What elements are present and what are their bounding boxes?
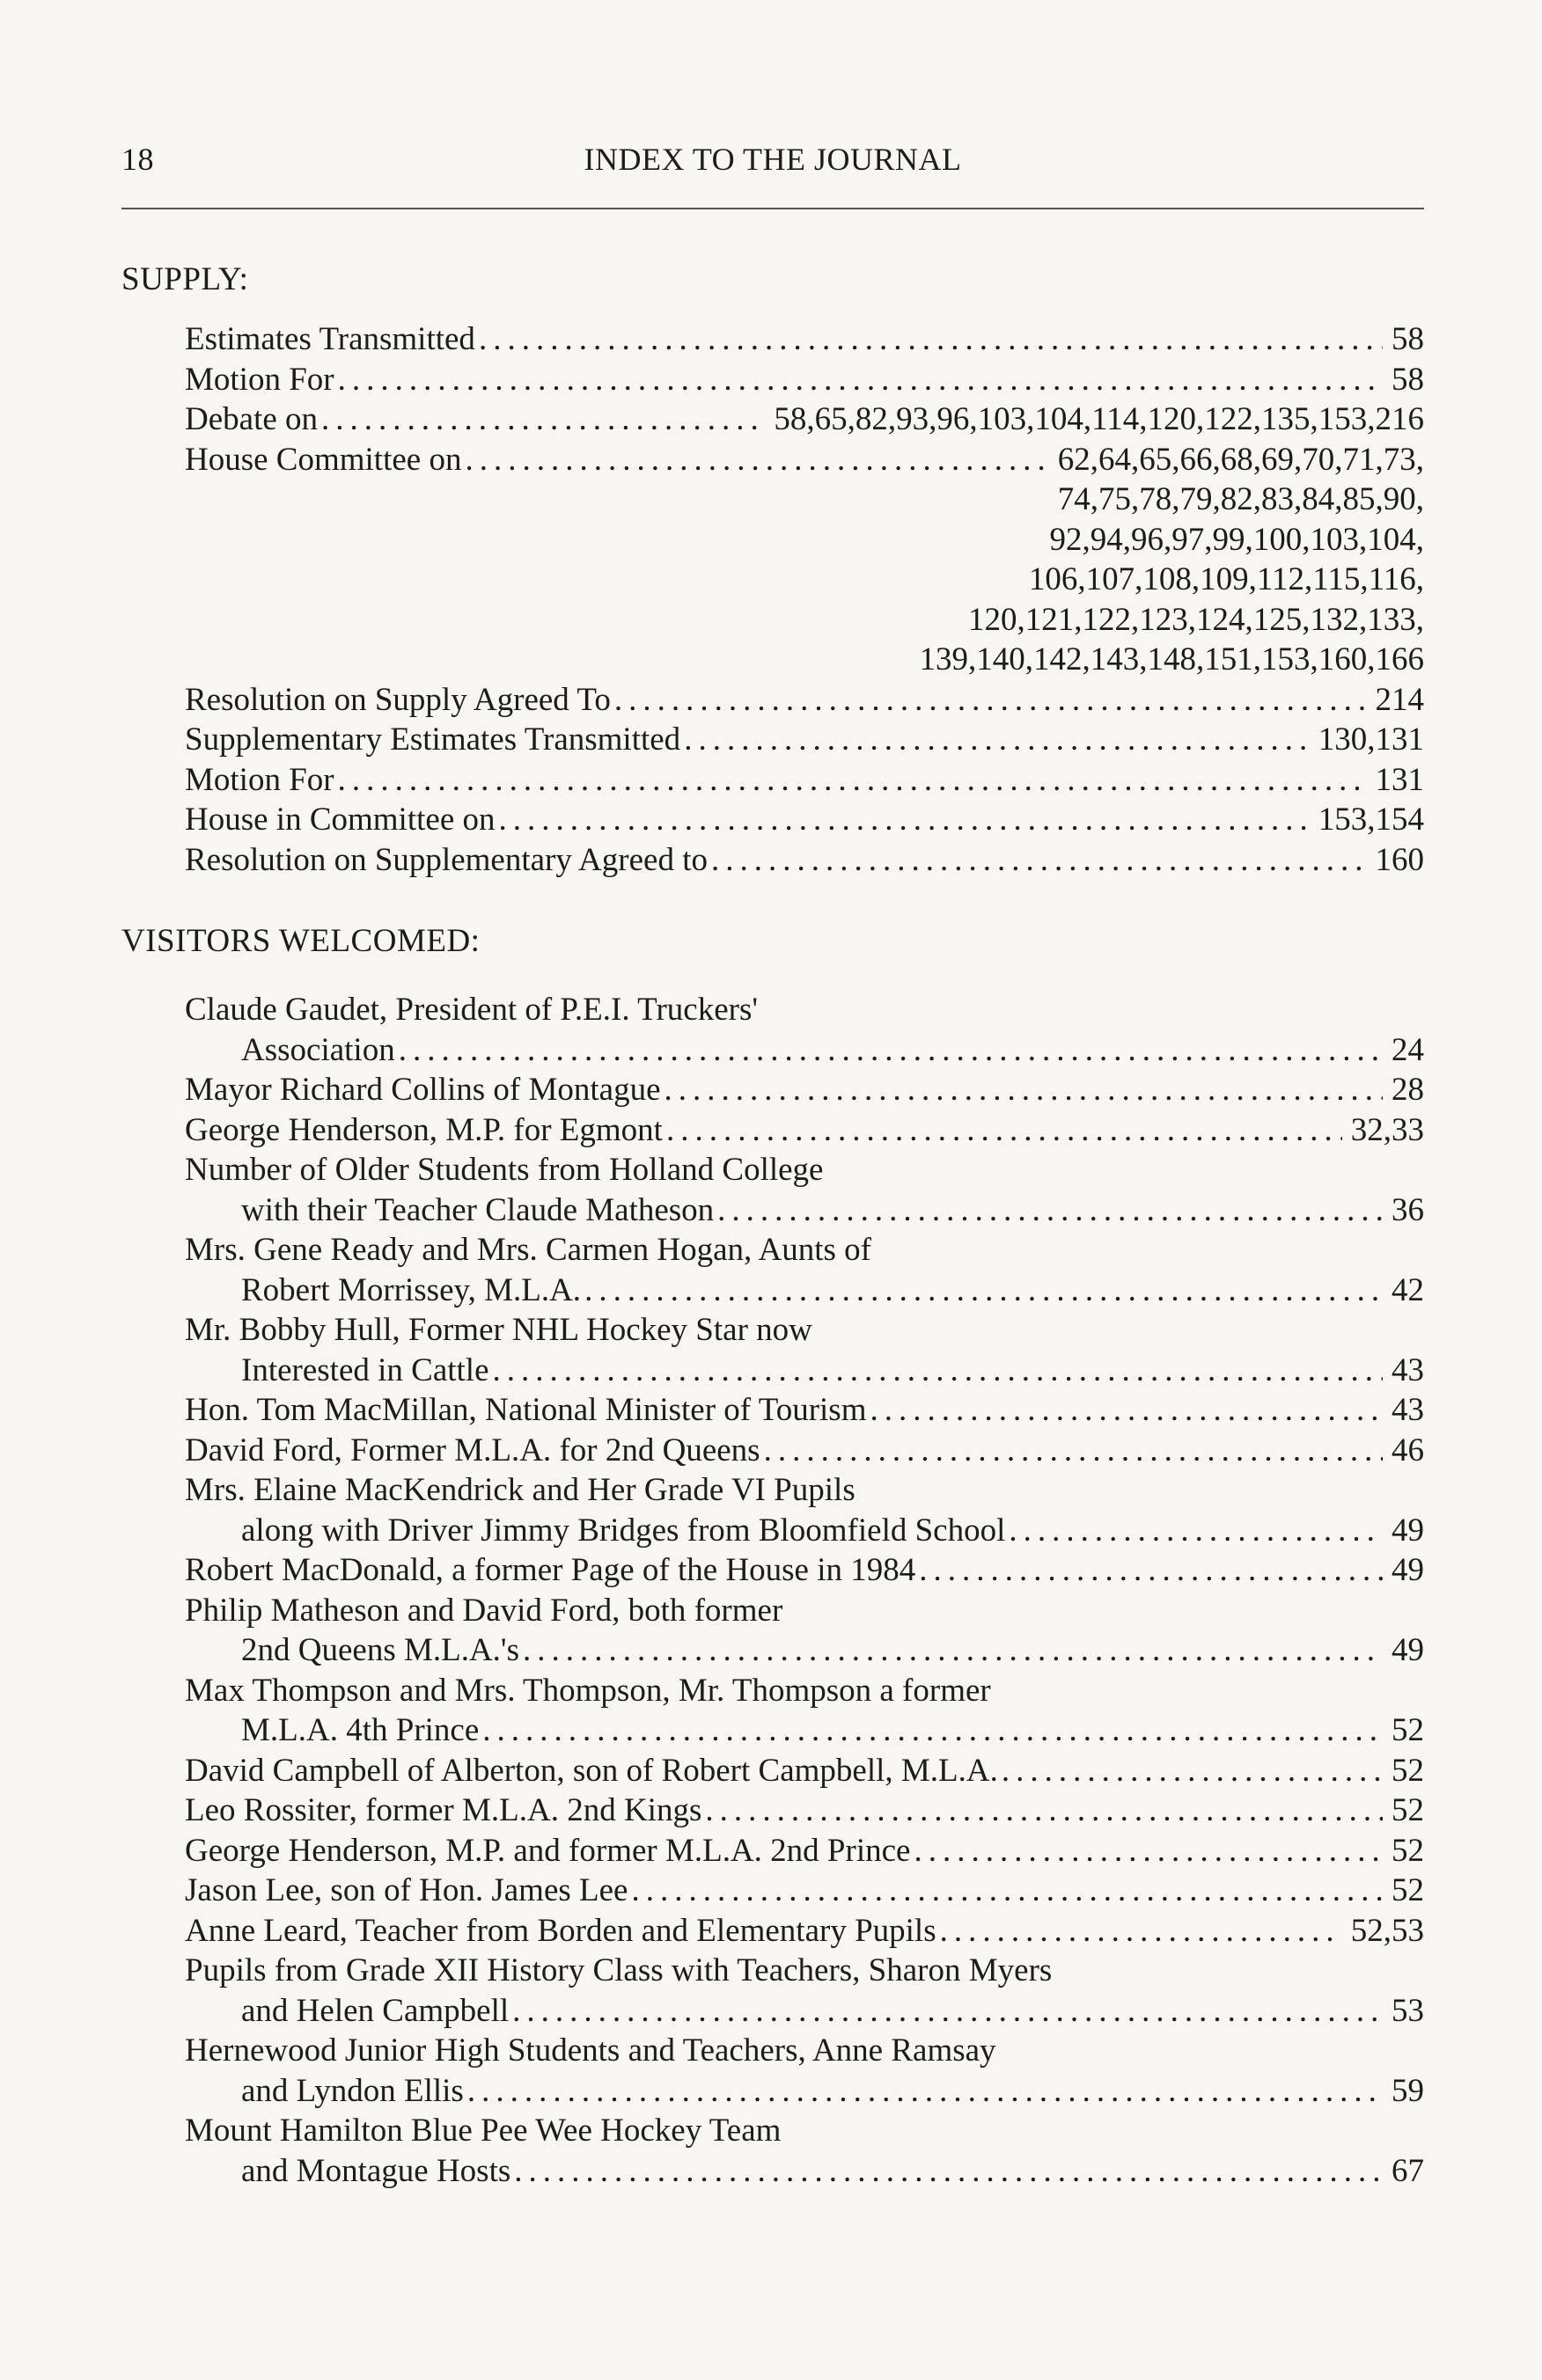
entry-line <box>185 1550 1424 1591</box>
entry-pages: 42 <box>1391 1271 1424 1308</box>
index-entry <box>185 1431 1424 1471</box>
entry-line <box>185 1030 1424 1071</box>
entry-label-start: Claude Gaudet, President of P.E.I. Truckers' <box>185 992 759 1028</box>
entry-pages: 92,94,96,97,99,100,103,104, <box>1049 521 1424 558</box>
entry-label: House Committee on <box>185 441 462 478</box>
dot-leader <box>399 1030 1383 1071</box>
dot-leader <box>711 840 1367 881</box>
dot-leader <box>717 1190 1383 1231</box>
entry-label-start: Hernewood Junior High Students and Teachers, Anne Ramsay <box>185 2032 996 2069</box>
supply-entries <box>185 319 1424 880</box>
index-entry <box>185 1470 1424 1550</box>
page-header <box>121 141 1424 194</box>
entry-line <box>185 360 1424 400</box>
entry-label: Leo Rossiter, former M.L.A. 2nd Kings <box>185 1792 702 1828</box>
index-entry <box>185 1911 1424 1952</box>
entry-label: David Campbell of Alberton, son of Robert Campbell, M.L.A. <box>185 1752 998 1789</box>
entry-pages: 52 <box>1391 1752 1424 1789</box>
entry-line <box>185 840 1424 881</box>
page-number: 18 <box>121 142 154 177</box>
entry-label: Interested in Cattle <box>241 1351 489 1388</box>
entry-first-line <box>185 1951 1424 1991</box>
entry-pages: 24 <box>1391 1031 1424 1068</box>
entry-label-start: Max Thompson and Mrs. Thompson, Mr. Thompson a former <box>185 1672 991 1709</box>
dot-leader <box>584 1271 1383 1311</box>
dot-leader <box>338 760 1367 801</box>
visitors-entries <box>185 990 1424 2191</box>
entry-line <box>185 1110 1424 1151</box>
dot-leader <box>493 1351 1383 1391</box>
index-entry <box>185 1591 1424 1671</box>
entry-line <box>185 1911 1424 1952</box>
entry-line <box>185 1431 1424 1471</box>
dot-leader <box>631 1871 1383 1911</box>
entry-pages: 67 <box>1391 2152 1424 2189</box>
entry-first-line <box>185 1671 1424 1711</box>
entry-label-start: Mr. Bobby Hull, Former NHL Hockey Star now <box>185 1312 812 1348</box>
dot-leader <box>482 1710 1383 1751</box>
entry-pages: 52 <box>1391 1792 1424 1828</box>
entry-line <box>185 1511 1424 1551</box>
section-title-visitors: VISITORS WELCOMED: <box>121 923 481 959</box>
entry-line <box>185 720 1424 760</box>
entry-pages: 43 <box>1391 1351 1424 1388</box>
dot-leader <box>467 2071 1383 2112</box>
dot-leader <box>512 1991 1383 2032</box>
dot-leader <box>666 1110 1342 1151</box>
dot-leader <box>684 720 1310 760</box>
entry-pages: 43 <box>1391 1392 1424 1428</box>
entry-pages: 139,140,142,143,148,151,153,160,166 <box>919 641 1424 677</box>
entry-pages-continuation <box>185 640 1424 680</box>
index-entry <box>185 440 1424 680</box>
entry-first-line <box>185 2111 1424 2151</box>
entry-label: and Lyndon Ellis <box>241 2072 464 2109</box>
entry-pages-continuation <box>185 480 1424 520</box>
index-entry <box>185 760 1424 801</box>
entry-line <box>185 800 1424 840</box>
entry-label: Debate on <box>185 401 319 437</box>
index-entry <box>185 680 1424 721</box>
index-entry <box>185 1230 1424 1310</box>
entry-line <box>185 1351 1424 1391</box>
entry-first-line <box>185 990 1424 1030</box>
index-entry <box>185 840 1424 881</box>
dot-leader <box>919 1550 1383 1591</box>
entry-pages: 52 <box>1391 1712 1424 1748</box>
entry-label: George Henderson, M.P. for Egmont <box>185 1111 663 1148</box>
entry-label: George Henderson, M.P. and former M.L.A. 2nd Prince <box>185 1832 911 1869</box>
entry-line <box>185 1271 1424 1311</box>
entry-label: with their Teacher Claude Matheson <box>241 1191 715 1228</box>
entry-pages: 62,64,65,66,68,69,70,71,73, <box>1057 441 1424 478</box>
entry-label: Robert MacDonald, a former Page of the House in 1984 <box>185 1552 916 1588</box>
entry-line <box>185 399 1424 440</box>
entry-line <box>185 1390 1424 1431</box>
index-entry <box>185 800 1424 840</box>
index-entry <box>185 1310 1424 1390</box>
entry-line <box>185 319 1424 360</box>
entry-line <box>185 680 1424 721</box>
entry-pages: 49 <box>1391 1632 1424 1668</box>
entry-label: David Ford, Former M.L.A. for 2nd Queens <box>185 1432 760 1468</box>
dot-leader <box>1002 1751 1383 1791</box>
index-entry <box>185 360 1424 400</box>
entry-label-start: Mrs. Elaine MacKendrick and Her Grade VI Pupils <box>185 1472 855 1508</box>
dot-leader <box>705 1790 1383 1831</box>
index-entry <box>185 2031 1424 2111</box>
index-entry <box>185 319 1424 360</box>
index-entry <box>185 1150 1424 1230</box>
entry-label: Resolution on Supplementary Agreed to <box>185 841 708 878</box>
dot-leader <box>870 1390 1384 1431</box>
entry-pages: 53 <box>1391 1992 1424 2029</box>
entry-line <box>185 1630 1424 1671</box>
index-entry <box>185 1550 1424 1591</box>
entry-pages: 160 <box>1375 841 1424 878</box>
entry-first-line <box>185 1150 1424 1190</box>
dot-leader <box>764 1431 1383 1471</box>
index-entry <box>185 1871 1424 1911</box>
entry-pages-continuation <box>185 560 1424 600</box>
entry-label: House in Committee on <box>185 802 496 838</box>
entry-label: Robert Morrissey, M.L.A. <box>241 1271 582 1308</box>
dot-leader <box>523 1630 1383 1671</box>
entry-pages: 120,121,122,123,124,125,132,133, <box>968 601 1424 638</box>
entry-label-start: Number of Older Students from Holland College <box>185 1152 824 1188</box>
dot-leader <box>914 1831 1383 1871</box>
dot-leader <box>665 1070 1383 1110</box>
header-rule <box>121 208 1424 209</box>
entry-line <box>185 1190 1424 1231</box>
entry-label: Anne Leard, Teacher from Borden and Elementary Pupils <box>185 1912 936 1949</box>
index-entry <box>185 1831 1424 1871</box>
entry-pages: 58 <box>1391 321 1424 357</box>
entry-first-line <box>185 1591 1424 1631</box>
running-title: INDEX TO THE JOURNAL <box>584 142 962 177</box>
entry-label: Mayor Richard Collins of Montague <box>185 1072 661 1108</box>
entry-label: Motion For <box>185 761 334 798</box>
index-entry <box>185 1070 1424 1110</box>
index-entry <box>185 990 1424 1070</box>
entry-line <box>185 1871 1424 1911</box>
entry-label-start: Mrs. Gene Ready and Mrs. Carmen Hogan, Aunts of <box>185 1232 871 1268</box>
index-entry <box>185 1751 1424 1791</box>
entry-label: along with Driver Jimmy Bridges from Bloomfield School <box>241 1512 1006 1549</box>
dot-leader <box>1009 1511 1383 1551</box>
entry-first-line <box>185 1230 1424 1271</box>
entry-pages: 49 <box>1391 1552 1424 1588</box>
entry-pages: 52 <box>1391 1832 1424 1869</box>
entry-label: Jason Lee, son of Hon. James Lee <box>185 1872 628 1908</box>
index-entry <box>185 720 1424 760</box>
entry-pages: 46 <box>1391 1432 1424 1468</box>
index-entry <box>185 1790 1424 1831</box>
section-title-supply: SUPPLY: <box>121 261 249 297</box>
index-entry <box>185 1671 1424 1751</box>
entry-line <box>185 1070 1424 1110</box>
dot-leader <box>338 360 1383 400</box>
index-entry <box>185 1951 1424 2031</box>
entry-line <box>185 760 1424 801</box>
entry-label: M.L.A. 4th Prince <box>241 1712 480 1748</box>
index-entry <box>185 2111 1424 2191</box>
entry-line <box>185 2151 1424 2192</box>
entry-label: Supplementary Estimates Transmitted <box>185 721 681 758</box>
entry-line <box>185 1710 1424 1751</box>
entry-pages: 130,131 <box>1318 721 1424 758</box>
entry-label-start: Pupils from Grade XII History Class with Teachers, Sharon Myers <box>185 1952 1053 1988</box>
entry-label: Motion For <box>185 361 334 398</box>
entry-label: Association <box>241 1031 395 1068</box>
entry-label: Hon. Tom MacMillan, National Minister of Tourism <box>185 1392 867 1428</box>
entry-pages: 49 <box>1391 1512 1424 1549</box>
entry-label: Estimates Transmitted <box>185 321 475 357</box>
entry-line <box>185 1751 1424 1791</box>
index-entry <box>185 1110 1424 1151</box>
entry-pages: 32,33 <box>1350 1111 1424 1148</box>
index-entry <box>185 399 1424 440</box>
entry-line <box>185 1991 1424 2032</box>
dot-leader <box>321 399 765 440</box>
entry-label: 2nd Queens M.L.A.'s <box>241 1632 519 1668</box>
entry-pages-continuation <box>185 520 1424 560</box>
entry-pages: 52 <box>1391 1872 1424 1908</box>
entry-pages: 58,65,82,93,96,103,104,114,120,122,135,153,216 <box>774 401 1424 437</box>
entry-pages: 58 <box>1391 361 1424 398</box>
entry-label: Resolution on Supply Agreed To <box>185 681 611 718</box>
entry-pages: 36 <box>1391 1191 1424 1228</box>
entry-pages: 52,53 <box>1350 1912 1424 1949</box>
entry-pages: 106,107,108,109,112,115,116, <box>1028 561 1424 597</box>
entry-pages: 74,75,78,79,82,83,84,85,90, <box>1057 481 1424 517</box>
dot-leader <box>499 800 1310 840</box>
entry-first-line <box>185 1470 1424 1511</box>
entry-pages: 214 <box>1375 681 1424 718</box>
entry-line <box>185 1790 1424 1831</box>
dot-leader <box>614 680 1367 721</box>
entry-line <box>185 2071 1424 2112</box>
entry-first-line <box>185 1310 1424 1351</box>
index-entry <box>185 1390 1424 1431</box>
entry-pages: 28 <box>1391 1072 1424 1108</box>
entry-line <box>185 1831 1424 1871</box>
dot-leader <box>465 440 1048 480</box>
entry-pages: 59 <box>1391 2072 1424 2109</box>
entry-line <box>185 440 1424 480</box>
dot-leader <box>479 319 1383 360</box>
entry-label-start: Philip Matheson and David Ford, both former <box>185 1592 783 1629</box>
entry-pages: 153,154 <box>1318 802 1424 838</box>
entry-first-line <box>185 2031 1424 2071</box>
dot-leader <box>940 1911 1342 1952</box>
entry-pages-continuation <box>185 600 1424 641</box>
dot-leader <box>514 2151 1383 2192</box>
entry-label-start: Mount Hamilton Blue Pee Wee Hockey Team <box>185 2113 782 2149</box>
entry-label: and Montague Hosts <box>241 2152 511 2189</box>
entry-label: and Helen Campbell <box>241 1992 510 2029</box>
entry-pages: 131 <box>1375 761 1424 798</box>
